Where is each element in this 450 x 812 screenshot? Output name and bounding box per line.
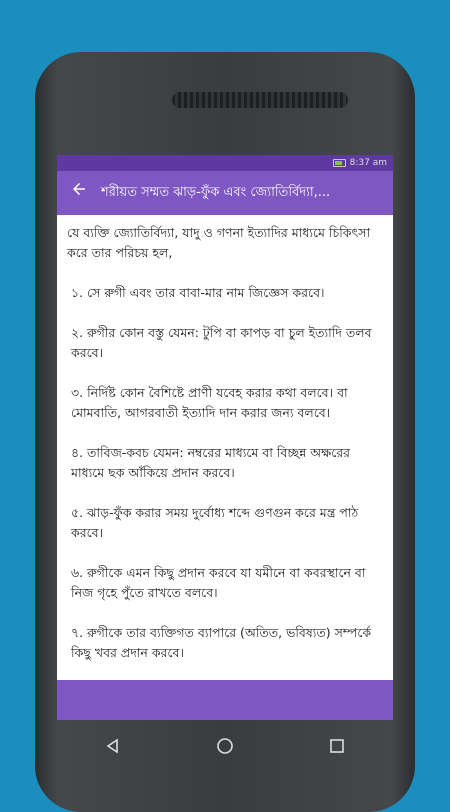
list-item: ৭. রুগীকে তার ব্যক্তিগত ব্যাপারে (অতিত, ভবিষ্যত) সম্পর্কে কিছু খবর প্রদান করবে। [71, 625, 372, 660]
nav-recents-icon[interactable] [317, 726, 357, 766]
bottom-banner [57, 680, 393, 720]
list-item: ৬. রুগীকে এমন কিছু প্রদান করবে যা যমীনে বা কবরস্থানে বা নিজ গৃহে পুঁতে রাখতে বলবে। [71, 565, 366, 600]
list-item: ৩. নির্দিষ্ট কোন বৈশিষ্টে প্রাণী যবেহ করার কথা বলবে। বা মোমবাতি, আগরবাতী ইত্যাদি দান করার জন্য বলবে। [71, 385, 348, 420]
nav-back-icon[interactable] [93, 726, 133, 766]
list-item: ৪. তাবিজ-কবচ যেমন: নম্বরের মাধ্যমে বা বিচ্ছন্ন অক্ষরের মাধ্যমে ছক আঁকিয়ে প্রদান করবে। [71, 445, 351, 480]
article-content [57, 215, 393, 680]
status-time: 8:37 am [349, 158, 387, 168]
list-item: ৫. ঝাড়-ফুঁক করার সময় দুর্বোধ্য শব্দে গুণগুন করে মন্ত্র পাঠ করবে। [71, 505, 359, 540]
arrow-back-icon[interactable] [57, 171, 101, 215]
battery-icon [333, 159, 346, 167]
page-title: শরীয়ত সম্মত ঝাড়-ফুঁক এবং জ্যোতির্বিদ্যা,... [101, 184, 331, 200]
list-item: ১. সে রুগী এবং তার বাবা-মার নাম জিজ্ঞেস করবে। [71, 285, 325, 300]
list-item: ২. রুগীর কোন বস্তু যেমন: টুপি বা কাপড় বা চুল ইত্যাদি তলব করবে। [71, 325, 372, 360]
app-bar [57, 171, 393, 215]
nav-home-icon[interactable] [205, 726, 245, 766]
intro-paragraph: যে ব্যক্তি জ্যোতির্বিদ্যা, যাদু ও গণনা ইত্যাদির মাধ্যমে চিকিৎসা করে তার পরিচয় হল, [67, 225, 371, 260]
android-nav-bar [57, 720, 393, 772]
status-bar [57, 155, 393, 171]
speaker-grille [172, 92, 348, 108]
phone-screen [57, 155, 393, 720]
